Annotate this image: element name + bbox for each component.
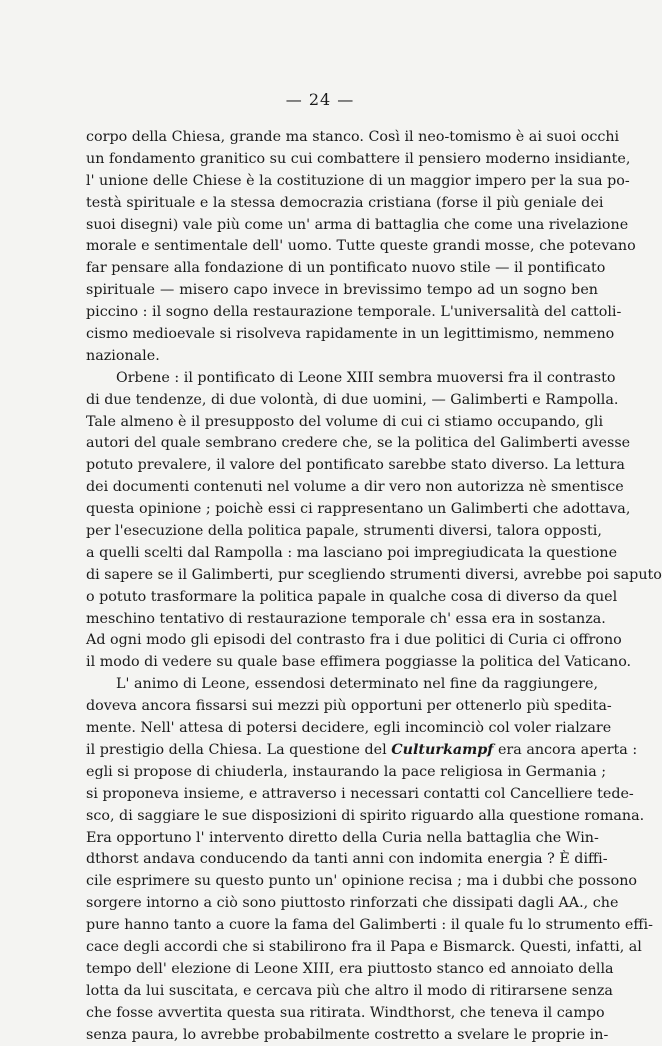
text-line: senza paura, lo avrebbe probabilmente costretto a svelare le proprie in- [86,1026,609,1043]
text-line: questa opinione ; poichè essi ci rappresentano un Galimberti che adottava, [86,501,631,518]
text-line: dei documenti contenuti nel volume a dir vero non autorizza nè smentisce [86,479,624,496]
text-line: che fosse avvertita questa sua ritirata. Windthorst, che teneva il campo [86,1004,605,1021]
text-line: Ad ogni modo gli episodi del contrasto fra i due politici di Curia ci offrono [86,632,622,649]
text-line: doveva ancora fissarsi sui mezzi più opportuni per ottenerlo più spedita- [86,698,612,715]
text-line: Orbene : il pontificato di Leone XIII sembra muoversi fra il contrasto [116,369,616,386]
text-line: egli si propose di chiuderla, instaurando la pace religiosa in Germania ; [86,763,607,780]
text-line: lotta da lui suscitata, e cercava più che altro il modo di ritirarsene senza [86,982,613,999]
paragraph-3 [86,674,653,1046]
text-line: meschino tentativo di restaurazione temporale ch' essa era in sostanza. [86,610,606,627]
text-line: suoi disegni) vale più come un' arma di battaglia che come una rivelazione [86,216,629,233]
text-line: cile esprimere su questo punto un' opinione recisa ; ma i dubbi che possono [86,873,638,890]
text-line: tempo dell' elezione di Leone XIII, era piuttosto stanco ed annoiato della [86,960,614,977]
text-line: far pensare alla fondazione di un pontificato nuovo stile — il pontificato [86,260,606,277]
text-line: si proponeva insieme, e attraverso i necessari contatti col Cancelliere tede- [86,785,634,802]
text-line: autori del quale sembrano credere che, se la politica del Galimberti avesse [86,435,631,452]
text-line: l' unione delle Chiese è la costituzione di un maggior impero per la sua po- [86,172,630,189]
text-segment: era ancora aperta : [493,741,638,758]
text-line: piccino : il sogno della restaurazione temporale. L'universalità del cattoli- [86,304,622,321]
text-line: nazionale. [86,347,160,364]
text-line: Era opportuno l' intervento diretto della Curia nella battaglia che Win- [86,829,599,846]
text-line: a quelli scelti dal Rampolla : ma lasciano poi impregiudicata la questione [86,544,618,561]
body-text [86,127,662,1046]
text-line: sco, di saggiare le sue disposizioni di spirito riguardo alla questione romana. [86,807,645,824]
text-line: il modo di vedere su quale base effimera poggiasse la politica del Vaticano. [86,654,632,671]
text-line: pure hanno tanto a cuore la fama del Galimberti : il quale fu lo strumento effi- [86,917,653,934]
text-line: di sapere se il Galimberti, pur scegliendo strumenti diversi, avrebbe poi saputo [86,566,662,583]
text-line: dthorst andava conducendo da tanti anni con indomita energia ? È diffi- [86,851,608,868]
text-line: di due tendenze, di due volontà, di due uomini, — Galimberti e Rampolla. [86,391,619,408]
text-line: testà spirituale e la stessa democrazia cristiana (forse il più geniale dei [86,194,604,211]
italic-term: Culturkampf [391,741,494,758]
text-line: o potuto trasformare la politica papale in qualche cosa di diverso da quel [86,588,618,605]
text-line: mente. Nell' attesa di potersi decidere, egli incominciò col voler rialzare [86,720,612,737]
text-line: cismo medioevale si risolveva rapidamente in un legittimismo, nemmeno [86,326,615,343]
text-line: L' animo di Leone, essendosi determinato nel fine da raggiungere, [116,676,598,693]
text-line: potuto prevalere, il valore del pontificato sarebbe stato diverso. La lettura [86,457,625,474]
text-segment: il prestigio della Chiesa. La questione del [86,741,392,758]
text-line-with-term [86,740,638,762]
text-line: corpo della Chiesa, grande ma stanco. Così il neo-tomismo è ai suoi occhi [86,129,620,145]
text-line: spirituale — misero capo invece in brevissimo tempo ad un sogno ben [86,282,598,299]
paragraph-1 [86,127,636,368]
text-line: per l'esecuzione della politica papale, strumenti diversi, talora opposti, [86,523,602,540]
text-line: Tale almeno è il presupposto del volume di cui ci stiamo occupando, gli [86,413,604,430]
text-line: un fondamento granitico su cui combattere il pensiero moderno insidiante, [86,150,631,167]
text-line: sorgere intorno a ciò sono piuttosto rinforzati che dissipati dagli AA., che [86,895,619,912]
text-line: morale e sentimentale dell' uomo. Tutte queste grandi mosse, che potevano [86,238,636,255]
text-line: cace degli accordi che si stabilirono fra il Papa e Bismarck. Questi, infatti, al [86,938,642,955]
page-number: — 24 — [285,90,355,109]
paragraph-2 [86,368,662,674]
